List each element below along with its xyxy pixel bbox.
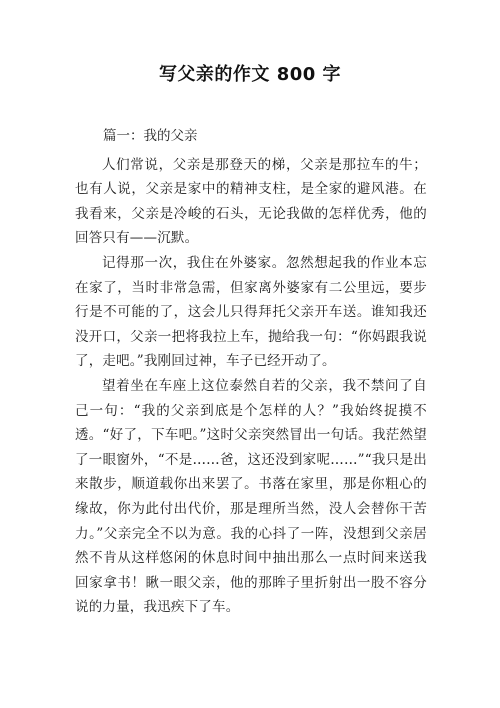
- section-heading: 篇一：我的父亲: [103, 128, 198, 144]
- paragraph-2: 记得那一次，我住在外婆家。忽然想起我的作业本忘在家了，当时非常急需，但家离外婆家有二公里远，要步行是不可能的了，这会儿只得拜托父亲开车送。谁知我还没开口，父亲一把将我拉上车，抛给我一句：“你妈跟我说了，走吧。”我刚回过神，车子已经开动了。: [75, 254, 427, 370]
- paragraph-1: 人们常说，父亲是那登天的梯，父亲是那拉车的牛；也有人说，父亲是家中的精神支柱，是全家的避风港。在我看来，父亲是冷峻的石头，无论我做的怎样优秀，他的回答只有——沉默。: [75, 156, 427, 247]
- article-body: [75, 124, 427, 620]
- document-title: 写父亲的作文 800 字: [158, 64, 342, 85]
- paragraph-3: 望着坐在车座上这位泰然自若的父亲，我不禁问了自己一句：“我的父亲到底是个怎样的人？”我始终捉摸不透。“好了，下车吧。”这时父亲突然冒出一句话。我茫然望了一眼窗外，“不是……爸，这还没到家呢……”“我只是出来散步，顺道载你出来罢了。书落在家里，那是你粗心的缘故，你为此付出代价，那是理所当然，没人会替你干苦力。”父亲完全不以为意。我的心抖了一阵，没想到父亲居然不肯从这样悠闲的休息时间中抽出那么一点时间来送我回家拿书！瞅一眼父亲，他的那眸子里折射出一股不容分说的力量，我迅疾下了车。: [75, 377, 427, 616]
